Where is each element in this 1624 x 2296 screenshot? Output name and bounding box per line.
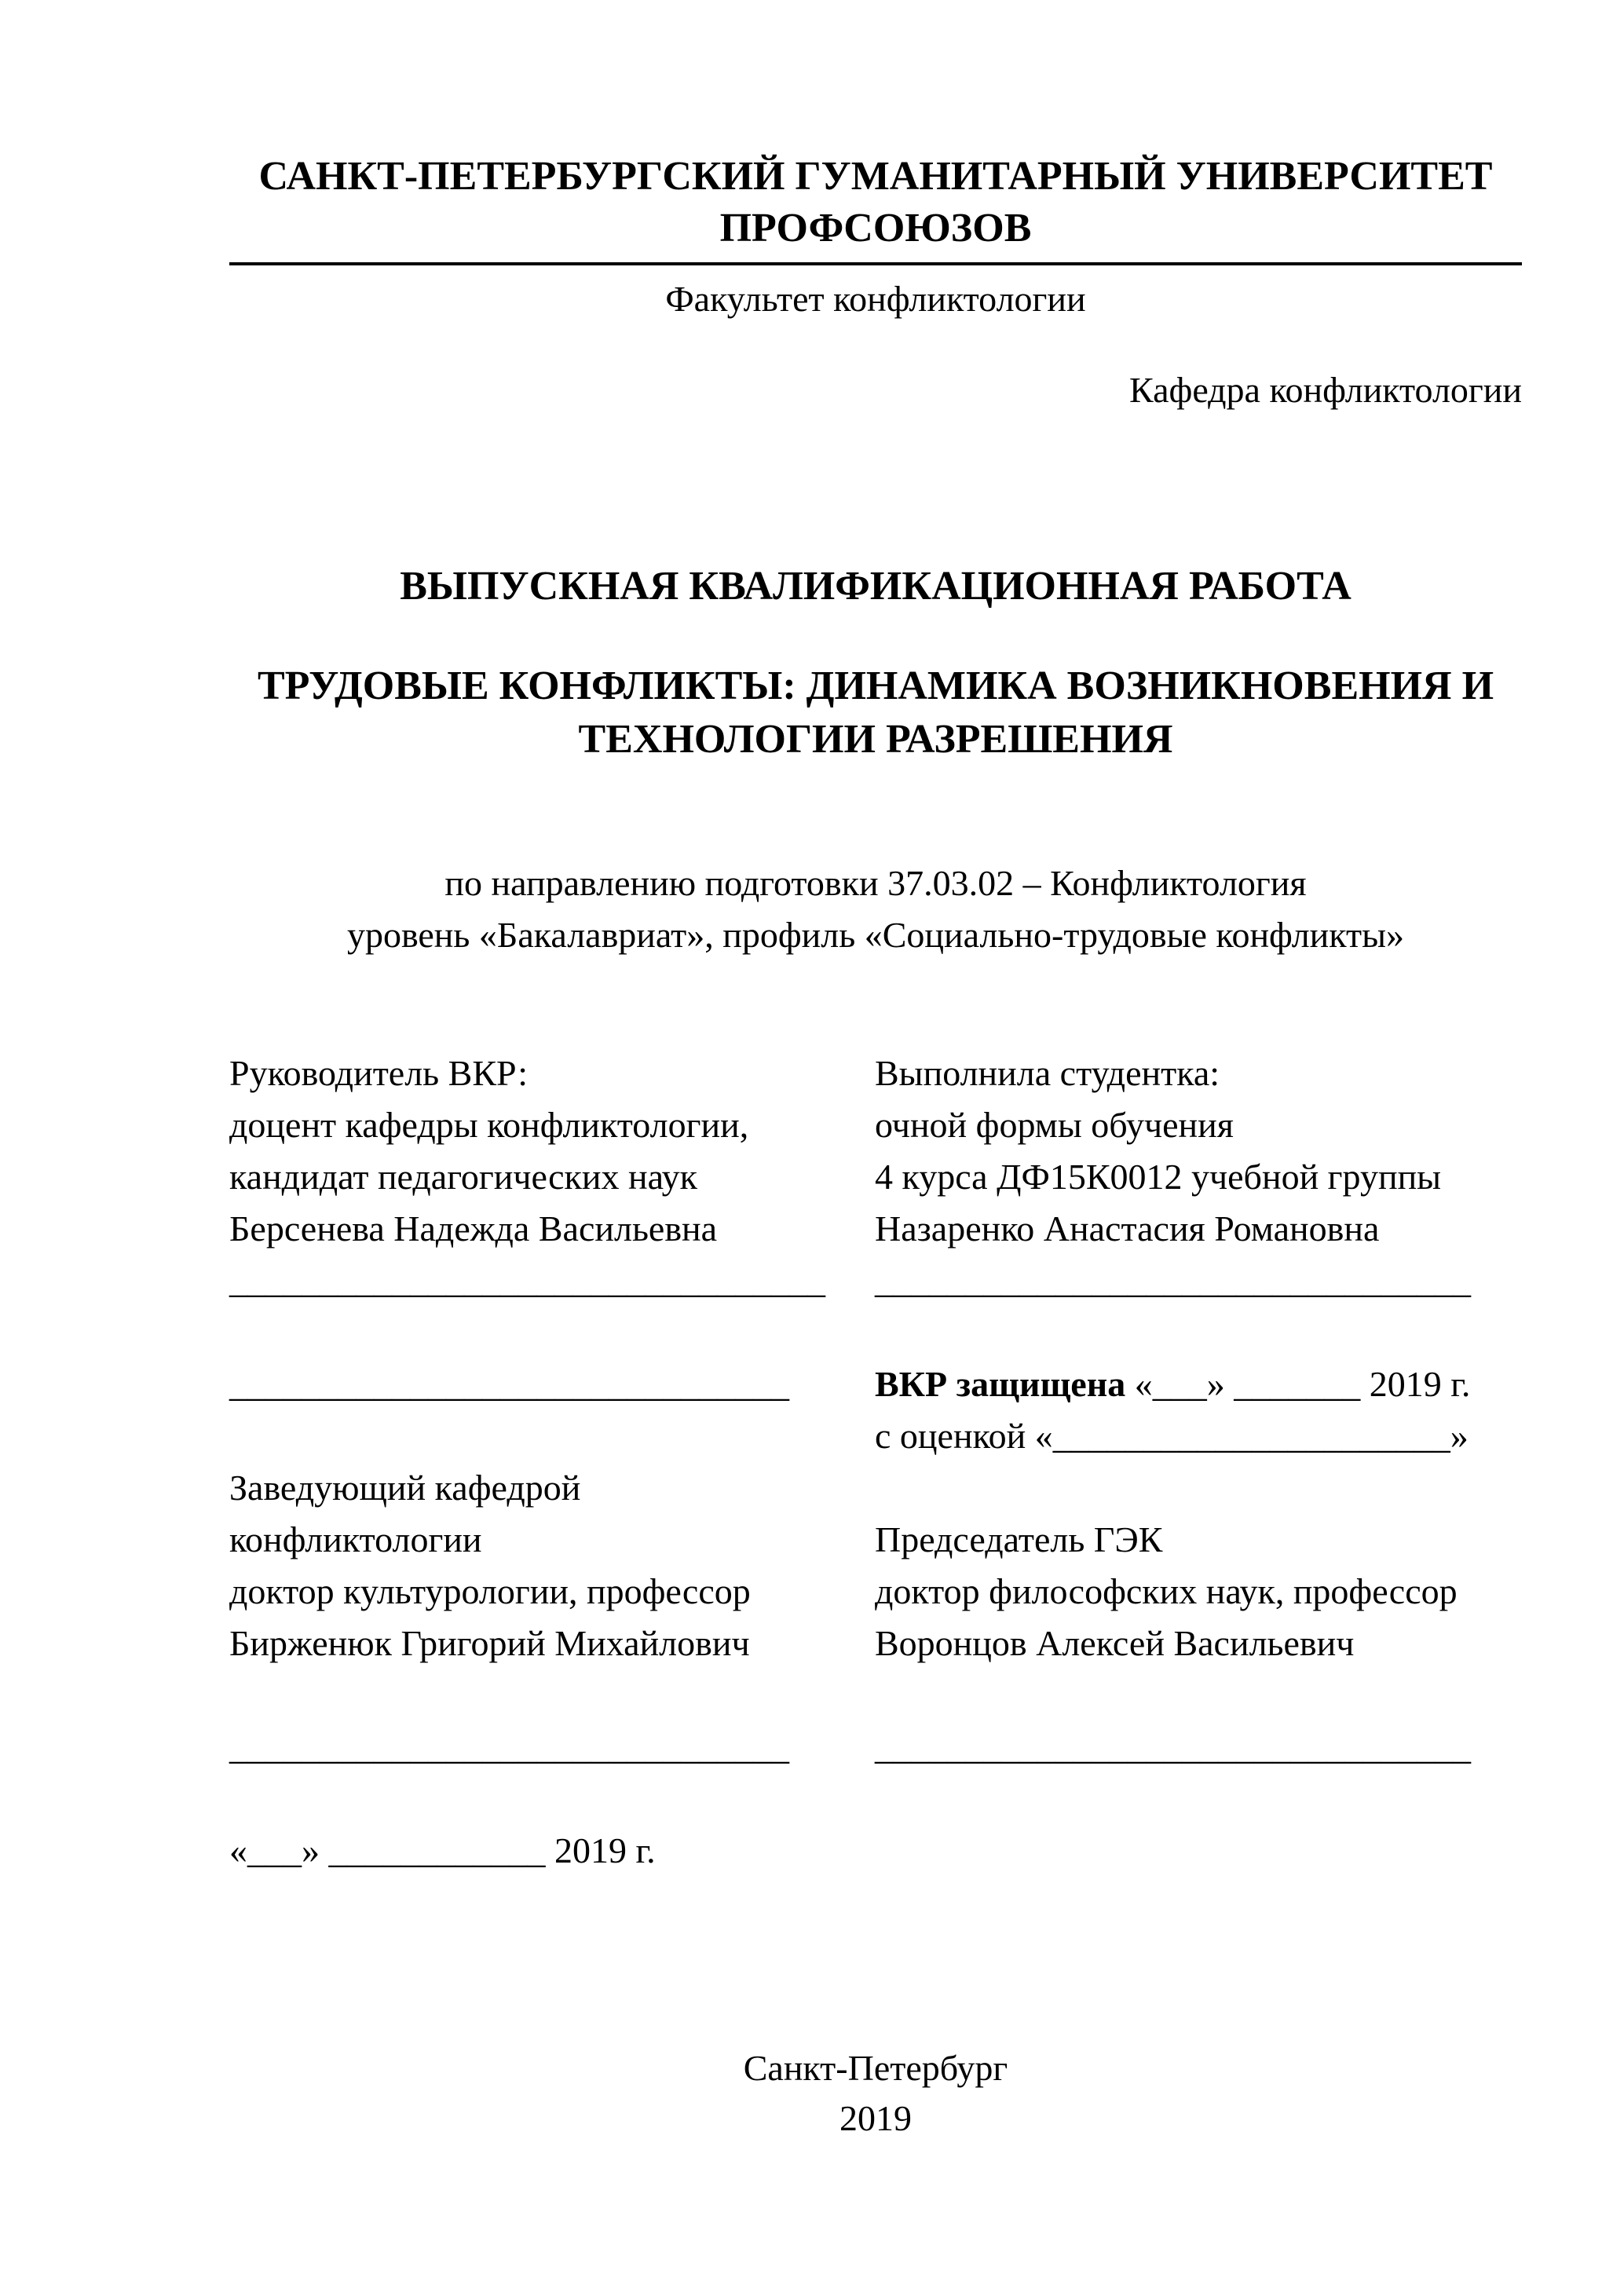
head-position: доктор культурологии, профессор [229, 1571, 751, 1611]
supervisor-position-line2: кандидат педагогических наук [229, 1157, 698, 1197]
university-name [229, 151, 1522, 254]
supervisor-label: Руководитель ВКР: [229, 1053, 529, 1093]
chair-position: доктор философских наук, профессор [875, 1571, 1458, 1611]
spacer-line [229, 1410, 875, 1462]
chair-name: Воронцов Алексей Васильевич [875, 1623, 1355, 1663]
student-label: Выполнила студентка: [875, 1053, 1220, 1093]
supervisor-column [229, 1047, 875, 1877]
supervisor-name: Берсенева Надежда Васильевна [229, 1208, 718, 1249]
head-label-line1: Заведующий кафедрой [229, 1468, 581, 1508]
department-name: Кафедра конфликтологии [1129, 370, 1522, 410]
supervisor-signature-line: _________________________________ [229, 1260, 825, 1300]
thesis-title [229, 660, 1522, 766]
defended-date-blanks: «___» _______ 2019 г. [1134, 1364, 1471, 1404]
head-signature-line: _______________________________ [229, 1727, 789, 1767]
faculty-name: Факультет конфликтологии [665, 279, 1086, 319]
spacer-line [875, 1307, 1522, 1358]
student-column [875, 1047, 1522, 1877]
spacer-line [875, 1462, 1522, 1514]
extra-signature-line: _______________________________ [229, 1364, 789, 1404]
student-info-line1: очной формы обучения [875, 1105, 1234, 1145]
chair-signature-line: _________________________________ [875, 1727, 1471, 1767]
university-name-line1: САНКТ-ПЕТЕРБУРГСКИЙ ГУМАНИТАРНЫЙ УНИВЕРСИТЕТ [258, 154, 1493, 199]
program-info [229, 857, 1522, 961]
thesis-title-line2: ТЕХНОЛОГИИ РАЗРЕШЕНИЯ [578, 717, 1173, 762]
university-name-line2: ПРОФСОЮЗОВ [719, 206, 1032, 250]
supervisor-position-line1: доцент кафедры конфликтологии, [229, 1105, 749, 1145]
defended-line [875, 1358, 1522, 1410]
spacer-line [875, 1773, 1522, 1825]
head-label-line2: конфликтологии [229, 1519, 482, 1559]
program-direction: по направлению подготовки 37.03.02 – Конфликтология [444, 863, 1307, 903]
date-line: «___» ____________ 2019 г. [229, 1830, 656, 1870]
student-signature-line: _________________________________ [875, 1260, 1471, 1300]
chair-label: Председатель ГЭК [875, 1519, 1163, 1559]
work-type-heading: ВЫПУСКНАЯ КВАЛИФИКАЦИОННАЯ РАБОТА [400, 564, 1352, 609]
thesis-title-line1: ТРУДОВЫЕ КОНФЛИКТЫ: ДИНАМИКА ВОЗНИКНОВЕНИЯ И [257, 664, 1494, 708]
page-footer [229, 2043, 1522, 2144]
spacer-line [875, 1825, 1522, 1877]
signature-columns [229, 1047, 1522, 1877]
student-info-line2: 4 курса ДФ15К0012 учебной группы [875, 1157, 1442, 1197]
program-level: уровень «Бакалавриат», профиль «Социально-трудовые конфликты» [346, 915, 1405, 955]
footer-city: Санкт-Петербург [743, 2048, 1008, 2088]
spacer-line [229, 1669, 875, 1721]
student-name: Назаренко Анастасия Романовна [875, 1208, 1380, 1249]
page-content [229, 0, 1522, 2296]
grade-line: с оценкой «______________________» [875, 1416, 1469, 1456]
spacer-line [875, 1669, 1522, 1721]
spacer-line [229, 1307, 875, 1358]
head-name: Бирженюк Григорий Михайлович [229, 1623, 750, 1663]
spacer-line [229, 1773, 875, 1825]
header-rule [229, 262, 1522, 265]
footer-year: 2019 [839, 2098, 912, 2138]
defended-label: ВКР защищена [875, 1364, 1126, 1404]
